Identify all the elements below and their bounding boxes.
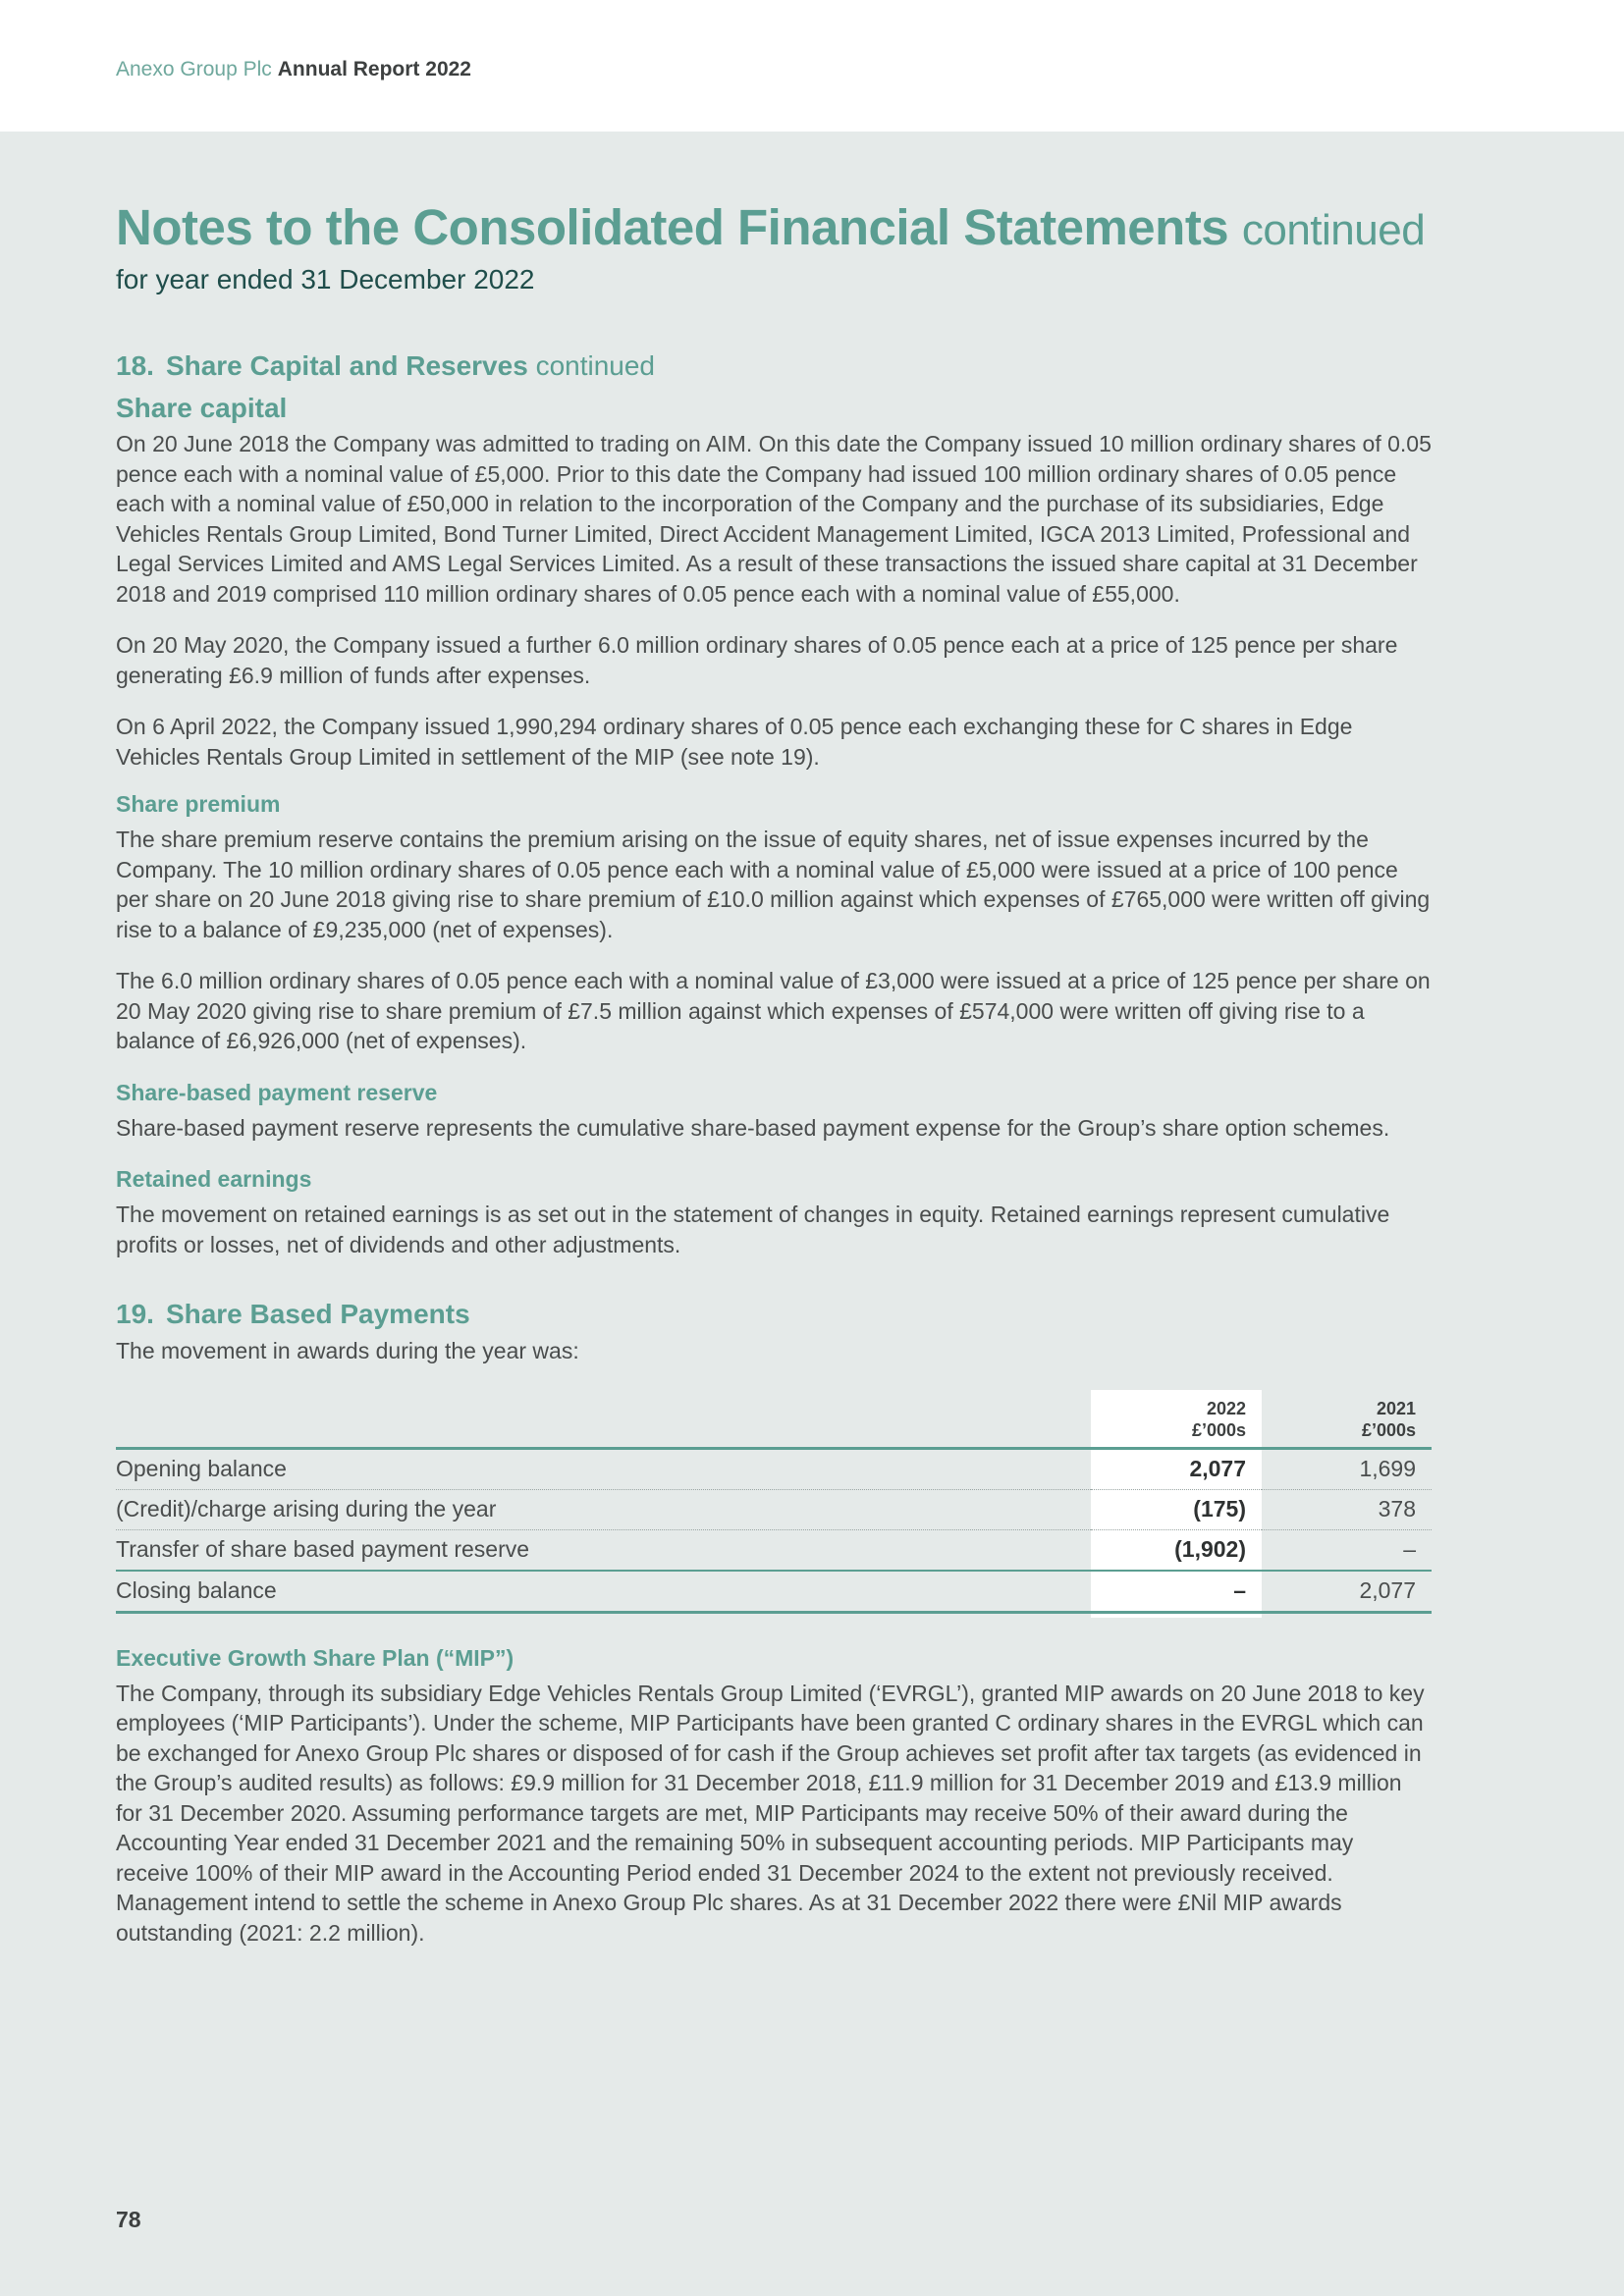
row-value-2021: 2,077 (1359, 1577, 1416, 1603)
page-number: 78 (116, 2207, 141, 2232)
column-header-2022 (1091, 1390, 1262, 1449)
share-capital-paragraph-1: On 20 June 2018 the Company was admitted to trading on AIM. On this date the Company issued 10 million ordinary shares of 0.05 pence each with a nominal value of £5,000. Prior to this date the Company had issued 100 million ordinary shares of 0.05 pence each with a nominal value of £50,000 in relation to the incorporation of the Company and the purchase of its subsidiaries, Edge Vehicles Rentals Group Limited, Bond Turner Limited, Direct Accident Management Limited, IGCA 2013 Limited, Professional and Legal Services Limited and AMS Legal Services Limited. As a result of these transactions the issued share capital at 31 December 2018 and 2019 comprised 110 million ordinary shares of 0.05 pence each with a nominal value of £55,000. (116, 431, 1432, 607)
table-row (116, 1489, 1432, 1529)
row-value-2022: – (1233, 1577, 1246, 1603)
column-header-2021 (1262, 1390, 1432, 1449)
note-19-heading (116, 1297, 1432, 1332)
page-content (116, 196, 1432, 1948)
row-value-2022: (175) (1193, 1496, 1246, 1522)
share-payments-table (116, 1390, 1432, 1614)
table-header-row (116, 1390, 1432, 1449)
note-18-heading (116, 348, 1432, 384)
sbp-reserve-paragraph: Share-based payment reserve represents the cumulative share-based payment expense for the Group’s share option schemes. (116, 1114, 1390, 1141)
page-title (116, 196, 1432, 262)
note-19-intro: The movement in awards during the year was: (116, 1338, 579, 1363)
row-value-2021: 1,699 (1359, 1456, 1416, 1481)
row-value-2022: (1,902) (1174, 1536, 1246, 1562)
share-capital-heading: Share capital (116, 393, 288, 423)
mip-paragraph: The Company, through its subsidiary Edge Vehicles Rentals Group Limited (‘EVRGL’), granted MIP awards on 20 June 2018 to key employees (‘MIP Participants’). Under the scheme, MIP Participants have been granted C ordinary shares in the EVRGL which can be exchanged for Anexo Group Plc shares or disposed of for cash if the Group achieves set profit after tax targets (as evidenced in the Group’s audited results) as follows: £9.9 million for 31 December 2018, £11.9 million for 31 December 2019 and £13.9 million for 31 December 2020. Assuming performance targets are met, MIP Participants may receive 50% of their award during the Accounting Year ended 31 December 2021 and the remaining 50% in subsequent accounting periods. MIP Participants may receive 100% of their MIP award in the Accounting Period ended 31 December 2024 to the extent not previously received. Management intend to settle the scheme in Anexo Group Plc shares. As at 31 December 2022 there were £Nil MIP awards outstanding (2021: 2.2 million). (116, 1680, 1425, 1946)
note-18-title: Share Capital and Reserves (165, 350, 528, 381)
share-capital-paragraph-3: On 6 April 2022, the Company issued 1,990,294 ordinary shares of 0.05 pence each exchanging these for C shares in Edge Vehicles Rentals Group Limited in settlement of the MIP (see note 19). (116, 714, 1353, 770)
column-2021-year: 2021 (1376, 1398, 1416, 1418)
company-name: Anexo Group Plc (116, 58, 272, 80)
row-label: Closing balance (116, 1577, 277, 1603)
share-capital-paragraph-2: On 20 May 2020, the Company issued a further 6.0 million ordinary shares of 0.05 pence each at a price of 125 pence per share generating £6.9 million of funds after expenses. (116, 632, 1398, 688)
table-row (116, 1448, 1432, 1489)
table-row (116, 1529, 1432, 1571)
sbp-reserve-heading: Share-based payment reserve (116, 1079, 438, 1105)
share-payments-table-wrap (116, 1390, 1432, 1614)
column-2022-year: 2022 (1206, 1398, 1246, 1418)
row-value-2021: – (1403, 1536, 1416, 1562)
page-subtitle: for year ended 31 December 2022 (116, 264, 535, 294)
row-value-2022: 2,077 (1189, 1456, 1246, 1481)
table-total-row (116, 1571, 1432, 1613)
row-value-2021: 378 (1378, 1496, 1416, 1522)
row-label: Opening balance (116, 1456, 287, 1481)
retained-earnings-paragraph: The movement on retained earnings is as set out in the statement of changes in equity. Retained earnings represent cumulative profits or losses, net of dividends and other adjustments. (116, 1201, 1390, 1257)
note-19-title: Share Based Payments (165, 1299, 470, 1329)
mip-heading: Executive Growth Share Plan (“MIP”) (116, 1644, 514, 1671)
note-18-number: 18. (116, 350, 154, 381)
share-premium-paragraph-1: The share premium reserve contains the premium arising on the issue of equity shares, net of issue expenses incurred by the Company. The 10 million ordinary shares of 0.05 pence each with a nominal value of £5,000 were issued at a price of 100 pence per share on 20 June 2018 giving rise to share premium of £10.0 million against which expenses of £765,000 were written off giving rise to a balance of £9,235,000 (net of expenses). (116, 827, 1431, 942)
table-header-label (116, 1390, 1091, 1449)
page-title-suffix: continued (1241, 206, 1426, 254)
column-2021-unit: £’000s (1361, 1419, 1416, 1440)
note-18-suffix: continued (535, 350, 655, 381)
row-label: (Credit)/charge arising during the year (116, 1496, 497, 1522)
page-title-text: Notes to the Consolidated Financial Statements (116, 199, 1229, 255)
retained-earnings-heading: Retained earnings (116, 1166, 312, 1192)
note-19-number: 19. (116, 1299, 154, 1329)
column-2022-unit: £’000s (1191, 1419, 1246, 1440)
share-premium-heading: Share premium (116, 791, 281, 817)
report-title: Annual Report 2022 (277, 58, 471, 80)
row-label: Transfer of share based payment reserve (116, 1536, 530, 1562)
running-header (116, 57, 471, 82)
share-premium-paragraph-2: The 6.0 million ordinary shares of 0.05 pence each with a nominal value of £3,000 were issued at a price of 125 pence per share on 20 May 2020 giving rise to share premium of £7.5 million against which expenses of £574,000 were written off giving rise to a balance of £6,926,000 (net of expenses). (116, 968, 1431, 1053)
